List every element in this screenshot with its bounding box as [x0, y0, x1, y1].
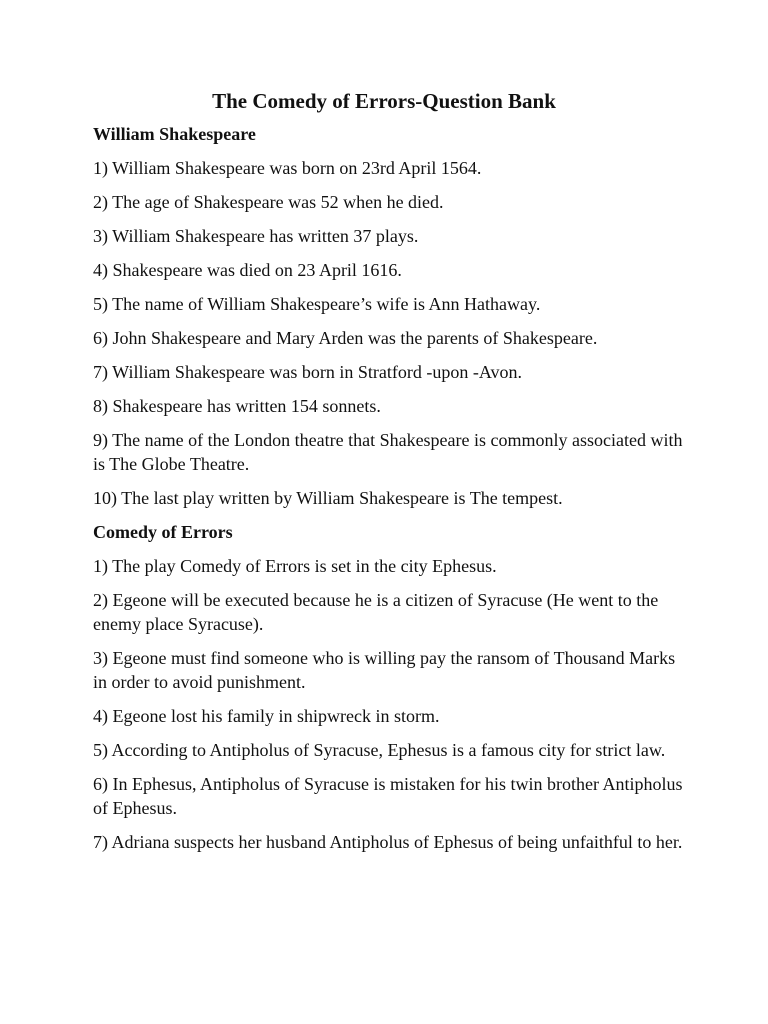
list-item: 5) According to Antipholus of Syracuse, Ephesus is a famous city for strict law.	[93, 740, 666, 760]
list-item: 4) Egeone lost his family in shipwreck in storm.	[93, 706, 440, 726]
list-item: 4) Shakespeare was died on 23 April 1616.	[93, 260, 402, 280]
section-comedy-of-errors	[93, 520, 693, 854]
list-item: 2) Egeone will be executed because he is a citizen of Syracuse (He went to the enemy place Syracuse).	[93, 590, 659, 634]
list-item: 7) Adriana suspects her husband Antipholus of Ephesus of being unfaithful to her.	[93, 832, 683, 852]
document-title: The Comedy of Errors-Question Bank	[212, 89, 556, 113]
document-body	[93, 122, 693, 864]
section-heading: Comedy of Errors	[93, 522, 233, 542]
section-shakespeare	[93, 122, 693, 510]
list-item: 6) John Shakespeare and Mary Arden was the parents of Shakespeare.	[93, 328, 598, 348]
list-item: 8) Shakespeare has written 154 sonnets.	[93, 396, 381, 416]
list-item: 3) William Shakespeare has written 37 plays.	[93, 226, 419, 246]
list-item: 6) In Ephesus, Antipholus of Syracuse is mistaken for his twin brother Antipholus of Ephesus.	[93, 774, 683, 818]
list-item: 10) The last play written by William Shakespeare is The tempest.	[93, 488, 563, 508]
list-item: 1) William Shakespeare was born on 23rd April 1564.	[93, 158, 482, 178]
list-item: 1) The play Comedy of Errors is set in the city Ephesus.	[93, 556, 497, 576]
list-item: 2) The age of Shakespeare was 52 when he died.	[93, 192, 444, 212]
list-item: 3) Egeone must find someone who is willing pay the ransom of Thousand Marks in order to avoid punishment.	[93, 648, 676, 692]
list-item: 9) The name of the London theatre that Shakespeare is commonly associated with is The Globe Theatre.	[93, 430, 683, 474]
section-heading: William Shakespeare	[93, 124, 256, 144]
list-item: 7) William Shakespeare was born in Stratford -upon -Avon.	[93, 362, 523, 382]
list-item: 5) The name of William Shakespeare’s wife is Ann Hathaway.	[93, 294, 541, 314]
